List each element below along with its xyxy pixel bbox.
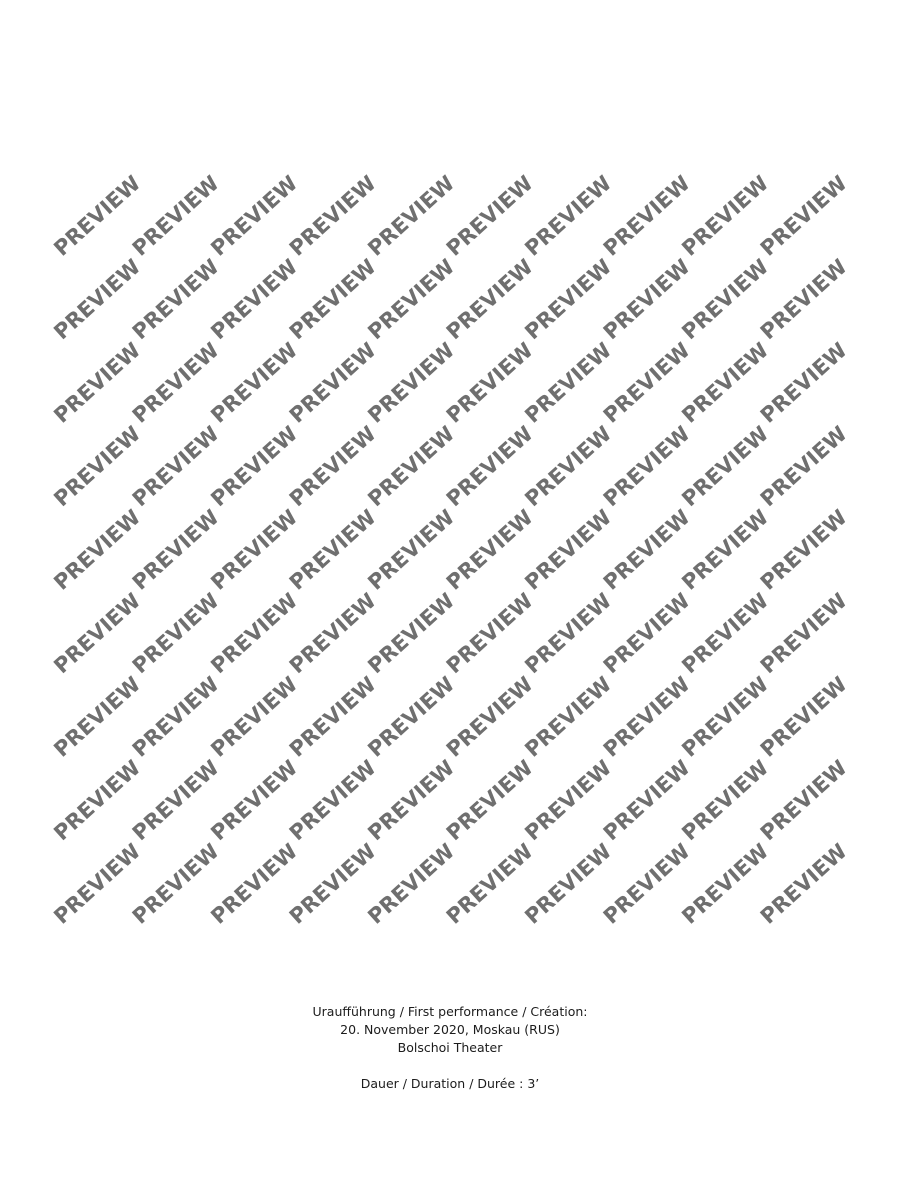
watermark-word: PREVIEW [598, 337, 695, 428]
watermark-word: PREVIEW [127, 755, 224, 846]
watermark-word: PREVIEW [127, 588, 224, 679]
watermark-word: PREVIEW [206, 254, 303, 345]
watermark-word: PREVIEW [49, 254, 146, 345]
watermark-word: PREVIEW [49, 504, 146, 595]
watermark-word: PREVIEW [755, 337, 852, 428]
watermark-word: PREVIEW [520, 337, 617, 428]
watermark-word: PREVIEW [441, 671, 538, 762]
watermark-word: PREVIEW [284, 337, 381, 428]
watermark-word: PREVIEW [127, 170, 224, 261]
watermark-word: PREVIEW [520, 755, 617, 846]
watermark-word: PREVIEW [206, 421, 303, 512]
watermark-word: PREVIEW [206, 755, 303, 846]
premiere-heading: Uraufführung / First performance / Création: [312, 1004, 588, 1019]
watermark-word: PREVIEW [363, 504, 460, 595]
watermark-word: PREVIEW [598, 421, 695, 512]
watermark-word: PREVIEW [755, 421, 852, 512]
watermark-word: PREVIEW [755, 170, 852, 261]
watermark-word: PREVIEW [441, 588, 538, 679]
watermark-word: PREVIEW [284, 588, 381, 679]
watermark-word: PREVIEW [284, 671, 381, 762]
watermark-word: PREVIEW [441, 254, 538, 345]
watermark-word: PREVIEW [363, 337, 460, 428]
watermark-word: PREVIEW [520, 170, 617, 261]
watermark-word: PREVIEW [520, 671, 617, 762]
watermark-word: PREVIEW [441, 170, 538, 261]
watermark-word: PREVIEW [755, 755, 852, 846]
watermark-word: PREVIEW [49, 755, 146, 846]
watermark-word: PREVIEW [284, 504, 381, 595]
premiere-venue: Bolschoi Theater [397, 1040, 503, 1055]
watermark-word: PREVIEW [206, 170, 303, 261]
watermark-word: PREVIEW [127, 421, 224, 512]
watermark-word: PREVIEW [677, 755, 774, 846]
watermark-word: PREVIEW [677, 504, 774, 595]
watermark-word: PREVIEW [520, 254, 617, 345]
watermark-word: PREVIEW [598, 838, 695, 929]
watermark-word: PREVIEW [755, 588, 852, 679]
watermark-word: PREVIEW [363, 671, 460, 762]
watermark-word: PREVIEW [677, 254, 774, 345]
watermark-word: PREVIEW [677, 170, 774, 261]
watermark-word: PREVIEW [441, 337, 538, 428]
watermark-word: PREVIEW [127, 254, 224, 345]
watermark-word: PREVIEW [284, 170, 381, 261]
watermark-word: PREVIEW [598, 588, 695, 679]
watermark-word: PREVIEW [363, 588, 460, 679]
watermark-word: PREVIEW [598, 755, 695, 846]
watermark-word: PREVIEW [677, 671, 774, 762]
watermark-word: PREVIEW [677, 838, 774, 929]
watermark-word: PREVIEW [49, 170, 146, 261]
watermark-word: PREVIEW [284, 838, 381, 929]
duration-line: Dauer / Duration / Durée : 3’ [360, 1076, 540, 1091]
watermark-word: PREVIEW [206, 671, 303, 762]
watermark-word: PREVIEW [441, 421, 538, 512]
watermark-word: PREVIEW [284, 755, 381, 846]
watermark-word: PREVIEW [755, 504, 852, 595]
premiere-date-place: 20. November 2020, Moskau (RUS) [340, 1022, 560, 1037]
watermark-word: PREVIEW [598, 254, 695, 345]
watermark-word: PREVIEW [520, 421, 617, 512]
watermark-word: PREVIEW [284, 254, 381, 345]
performance-info [0, 1003, 900, 1093]
watermark-word: PREVIEW [127, 337, 224, 428]
watermark-word: PREVIEW [598, 504, 695, 595]
watermark-word: PREVIEW [677, 337, 774, 428]
watermark-word: PREVIEW [755, 671, 852, 762]
spacer [0, 1057, 900, 1075]
watermark-word: PREVIEW [677, 588, 774, 679]
watermark-word: PREVIEW [520, 504, 617, 595]
watermark-word: PREVIEW [441, 504, 538, 595]
watermark-word: PREVIEW [363, 170, 460, 261]
watermark-word: PREVIEW [206, 588, 303, 679]
watermark-word: PREVIEW [284, 421, 381, 512]
watermark-word: PREVIEW [520, 588, 617, 679]
watermark-word: PREVIEW [363, 838, 460, 929]
watermark-word: PREVIEW [49, 421, 146, 512]
watermark-word: PREVIEW [755, 838, 852, 929]
watermark-word: PREVIEW [363, 421, 460, 512]
watermark-word: PREVIEW [206, 838, 303, 929]
watermark-word: PREVIEW [127, 671, 224, 762]
watermark-word: PREVIEW [598, 671, 695, 762]
watermark-word: PREVIEW [598, 170, 695, 261]
watermark-word: PREVIEW [520, 838, 617, 929]
watermark-word: PREVIEW [49, 671, 146, 762]
watermark-word: PREVIEW [49, 588, 146, 679]
watermark-word: PREVIEW [363, 254, 460, 345]
watermark-word: PREVIEW [441, 755, 538, 846]
watermark-word: PREVIEW [49, 337, 146, 428]
watermark-word: PREVIEW [49, 838, 146, 929]
watermark-word: PREVIEW [127, 504, 224, 595]
watermark-word: PREVIEW [363, 755, 460, 846]
watermark-word: PREVIEW [206, 504, 303, 595]
watermark-word: PREVIEW [127, 838, 224, 929]
watermark-word: PREVIEW [441, 838, 538, 929]
watermark-word: PREVIEW [677, 421, 774, 512]
watermark-word: PREVIEW [755, 254, 852, 345]
watermark-word: PREVIEW [206, 337, 303, 428]
